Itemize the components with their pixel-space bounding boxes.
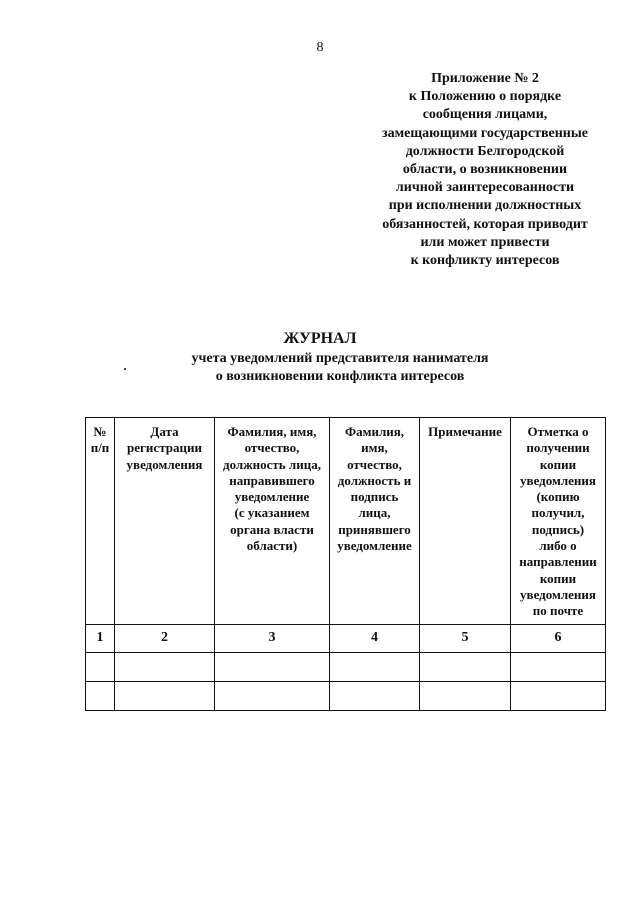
appendix-line: области, о возникновении <box>402 162 568 178</box>
column-number: 5 <box>420 625 511 653</box>
header-text: либо о <box>539 538 577 554</box>
appendix-line: Приложение № 2 <box>431 71 539 86</box>
table-row <box>86 682 606 711</box>
column-number: 3 <box>215 625 330 653</box>
appendix-line: к конфликту интересов <box>410 253 560 269</box>
empty-cell <box>511 682 606 711</box>
journal-subtitle <box>140 350 540 386</box>
appendix-line: или может привести <box>420 234 550 250</box>
header-text: области) <box>246 538 298 554</box>
header-text: отчество, <box>244 440 300 456</box>
header-text: уведомление <box>234 489 310 505</box>
empty-cell <box>330 653 420 682</box>
header-text: должность лица, <box>223 456 321 472</box>
header-text: получении <box>526 440 590 456</box>
header-cell-date <box>115 418 215 625</box>
header-text: Отметка о <box>527 424 589 439</box>
header-text: принявшего <box>338 521 411 537</box>
header-cell-receiver <box>330 418 420 625</box>
header-text: Фамилия, <box>344 424 405 439</box>
empty-cell <box>115 682 215 711</box>
header-text: регистрации <box>127 440 202 456</box>
header-text: № <box>93 424 107 439</box>
empty-cell <box>215 682 330 711</box>
empty-cell <box>86 682 115 711</box>
header-text: лица, <box>358 505 391 521</box>
header-text: уведомление <box>337 538 412 554</box>
header-row <box>86 418 606 625</box>
column-number-row <box>86 625 606 653</box>
header-cell-sender <box>215 418 330 625</box>
appendix-heading <box>355 70 615 270</box>
header-cell-copy-mark <box>511 418 606 625</box>
appendix-line: обязанностей, которая приводит <box>382 216 588 232</box>
header-text: имя, <box>361 440 388 456</box>
header-text: п/п <box>90 440 110 456</box>
appendix-line: должности Белгородской <box>405 143 565 159</box>
appendix-line: личной заинтересованности <box>395 180 575 196</box>
appendix-line: замещающими государственные <box>381 125 589 141</box>
header-text: подпись) <box>531 521 585 537</box>
empty-cell <box>330 682 420 711</box>
empty-cell <box>420 682 511 711</box>
header-cell-number <box>86 418 115 625</box>
header-text: Дата <box>150 424 179 439</box>
header-text: должность и <box>337 472 412 488</box>
header-text: Примечание <box>428 424 502 439</box>
header-text: подпись <box>350 489 399 505</box>
header-text: отчество, <box>347 456 402 472</box>
empty-cell <box>420 653 511 682</box>
header-text: по почте <box>532 603 584 619</box>
header-text: органа власти <box>230 521 314 537</box>
column-number: 4 <box>330 625 420 653</box>
column-number: 1 <box>86 625 115 653</box>
journal-title: ЖУРНАЛ <box>283 330 357 347</box>
page-number: 8 <box>316 40 324 55</box>
journal-subtitle-line: учета уведомлений представителя нанимателя <box>191 351 489 366</box>
empty-cell <box>511 653 606 682</box>
journal-table <box>85 417 606 711</box>
empty-cell <box>215 653 330 682</box>
appendix-line: при исполнении должностных <box>388 198 582 214</box>
header-text: уведомления <box>520 472 596 488</box>
column-number: 6 <box>511 625 606 653</box>
table-row <box>86 653 606 682</box>
header-text: направлении <box>519 554 597 570</box>
header-text: (копию <box>536 489 580 505</box>
appendix-line: к Положению о порядке <box>408 89 562 105</box>
empty-cell <box>115 653 215 682</box>
scan-dot-mark <box>124 368 126 370</box>
header-text: копии <box>539 570 577 586</box>
header-text: копии <box>539 456 577 472</box>
header-text: направившего <box>229 472 315 488</box>
header-cell-note <box>420 418 511 625</box>
header-text: получил, <box>531 505 585 521</box>
journal-subtitle-line: о возникновении конфликта интересов <box>215 369 465 384</box>
header-text: уведомления <box>520 586 596 602</box>
column-number: 2 <box>115 625 215 653</box>
empty-cell <box>86 653 115 682</box>
header-text: (с указанием <box>234 505 310 521</box>
appendix-line: сообщения лицами, <box>422 107 548 123</box>
header-text: Фамилия, имя, <box>227 424 317 439</box>
header-text: уведомления <box>126 456 203 472</box>
